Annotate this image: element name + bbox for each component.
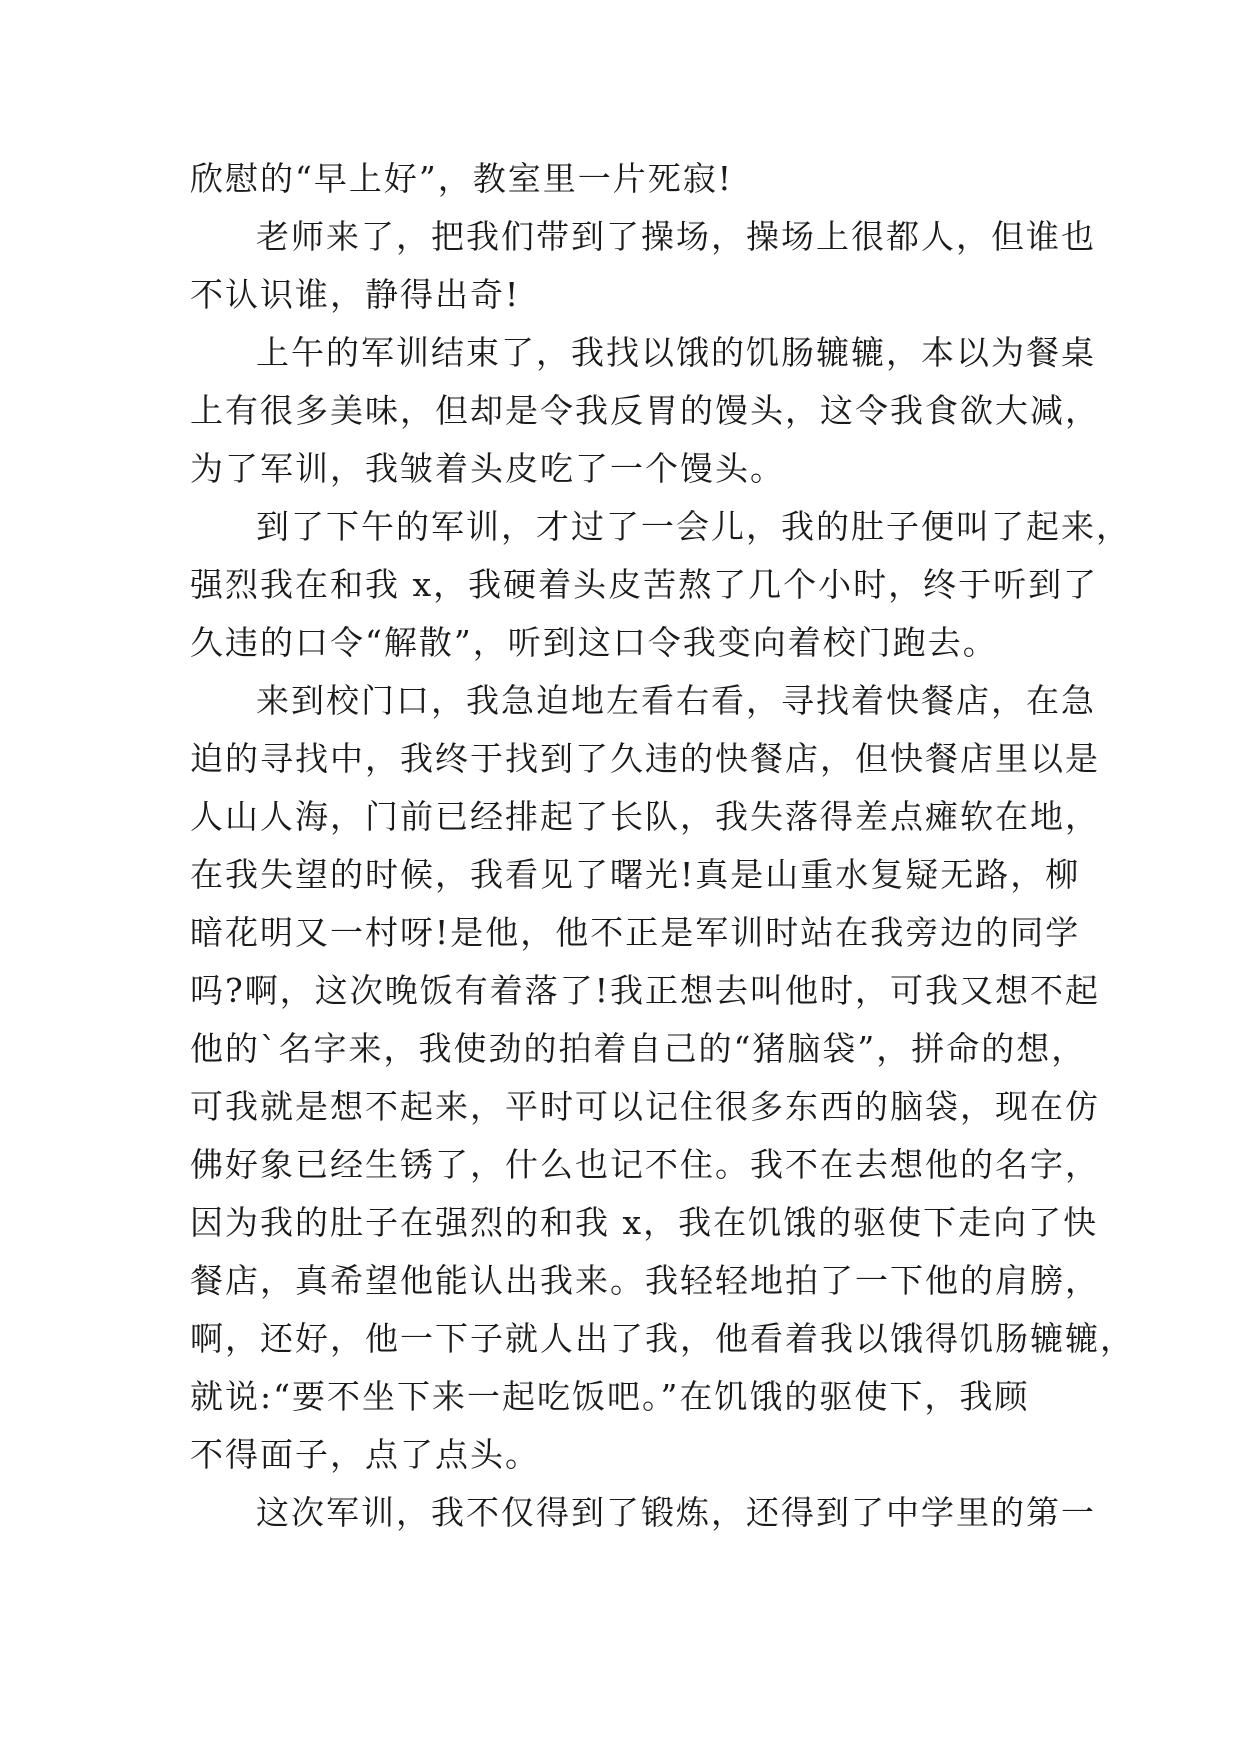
document-body bbox=[190, 150, 1135, 1542]
text-line: 吗?啊，这次晚饭有着落了!我正想去叫他时，可我又想不起 bbox=[190, 971, 1100, 1010]
text-line: 可我就是想不起来，平时可以记住很多东西的脑袋，现在仿 bbox=[190, 1087, 1100, 1126]
text-line: 为了军训，我皱着头皮吃了一个馒头。 bbox=[190, 449, 785, 488]
paragraph-start-line: 来到校门口，我急迫地左看右看，寻找着快餐店，在急 bbox=[256, 681, 1096, 720]
text-line: 就说:“要不坐下来一起吃饭吧。”在饥饿的驱使下，我顾 bbox=[190, 1377, 1030, 1416]
text-line: 强烈我在和我 x，我硬着头皮苦熬了几个小时，终于听到了 bbox=[190, 565, 1099, 604]
text-line: 因为我的肚子在强烈的和我 x，我在饥饿的驱使下走向了快 bbox=[190, 1203, 1099, 1242]
text-line: 在我失望的时候，我看见了曙光!真是山重水复疑无路，柳 bbox=[190, 855, 1081, 894]
paragraph-start-line: 上午的军训结束了，我找以饿的饥肠辘辘，本以为餐桌 bbox=[256, 333, 1096, 372]
text-line: 不认识谁，静得出奇! bbox=[190, 275, 521, 314]
text-line: 餐店，真希望他能认出我来。我轻轻地拍了一下他的肩膀， bbox=[190, 1261, 1100, 1300]
text-line: 他的`名字来，我使劲的拍着自己的“猪脑袋”，拼命的想， bbox=[190, 1029, 1087, 1068]
text-line: 上有很多美味，但却是令我反胃的馒头，这令我食欲大减， bbox=[190, 391, 1100, 430]
text-line: 欣慰的“早上好”，教室里一片死寂! bbox=[190, 159, 734, 198]
paragraph-start-line: 到了下午的军训，才过了一会儿，我的肚子便叫了起来， bbox=[256, 507, 1131, 546]
text-line: 啊，还好，他一下子就人出了我，他看着我以饿得饥肠辘辘， bbox=[190, 1319, 1135, 1358]
text-line: 不得面子，点了点头。 bbox=[190, 1435, 540, 1474]
paragraph-start-line: 这次军训，我不仅得到了锻炼，还得到了中学里的第一 bbox=[256, 1493, 1096, 1532]
text-line: 迫的寻找中，我终于找到了久违的快餐店，但快餐店里以是 bbox=[190, 739, 1100, 778]
text-line: 佛好象已经生锈了，什么也记不住。我不在去想他的名字， bbox=[190, 1145, 1100, 1184]
text-line: 人山人海，门前已经排起了长队，我失落得差点瘫软在地， bbox=[190, 797, 1100, 836]
text-line: 久违的口令“解散”，听到这口令我变向着校门跑去。 bbox=[190, 623, 998, 662]
text-line: 暗花明又一村呀!是他，他不正是军训时站在我旁边的同学 bbox=[190, 913, 1081, 952]
paragraph-start-line: 老师来了，把我们带到了操场，操场上很都人，但谁也 bbox=[256, 217, 1096, 256]
